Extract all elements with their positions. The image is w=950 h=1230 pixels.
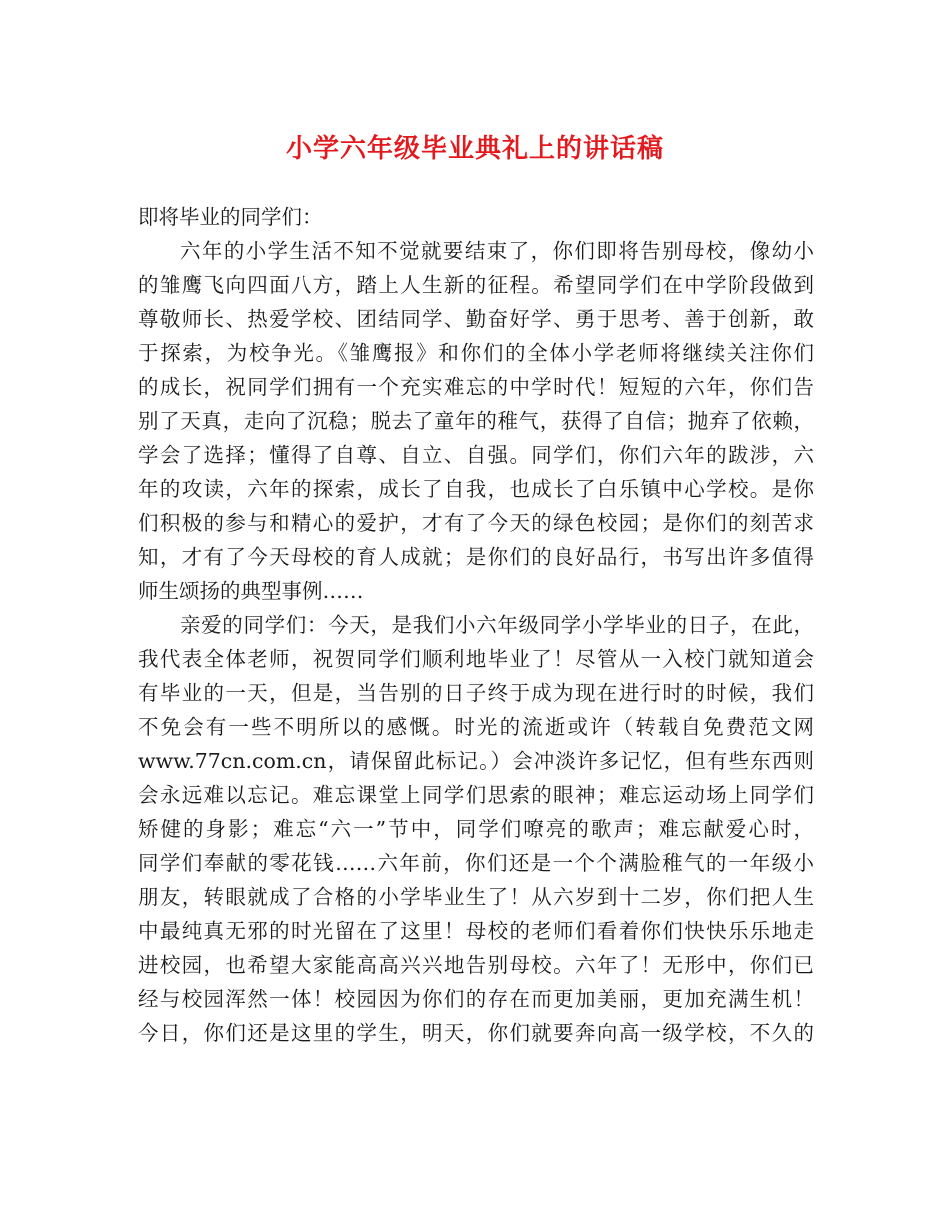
paragraph-line: 们积极的参与和精心的爱护，才有了今天的绿色校园；是你们的刻苦求 [138, 511, 814, 535]
paragraph-line: 学会了选择；懂得了自尊、自立、自强。同学们，你们六年的跋涉，六 [138, 443, 814, 467]
paragraph-line: 的雏鹰飞向四面八方，踏上人生新的征程。希望同学们在中学阶段做到 [138, 273, 814, 297]
paragraph-line: 尊敬师长、热爱学校、团结同学、勤奋好学、勇于思考、善于创新，敢 [138, 307, 814, 331]
paragraph-line: 中最纯真无邪的时光留在了这里！母校的老师们看着你们快快乐乐地走 [138, 919, 814, 943]
document-title: 小学六年级毕业典礼上的讲话稿 [285, 134, 664, 164]
paragraph-1 [138, 234, 814, 608]
paragraph-line: 别了天真，走向了沉稳；脱去了童年的稚气，获得了自信；抛弃了依赖， [138, 409, 814, 433]
paragraph-2 [138, 608, 814, 1050]
paragraph-line: www.77cn.com.cn，请保留此标记。）会冲淡许多记忆，但有些东西则 [138, 749, 814, 773]
paragraph-line: 今日，你们还是这里的学生，明天，你们就要奔向高一级学校，不久的 [138, 1021, 814, 1045]
paragraph-line: 朋友，转眼就成了合格的小学毕业生了！从六岁到十二岁，你们把人生 [138, 885, 814, 909]
paragraph-line: 的成长，祝同学们拥有一个充实难忘的中学时代！短短的六年，你们告 [138, 375, 814, 399]
salutation: 即将毕业的同学们： [138, 205, 323, 229]
paragraph-line: 亲爱的同学们：今天，是我们小六年级同学小学毕业的日子，在此， [180, 613, 814, 637]
document-body [138, 200, 814, 1050]
paragraph-line: 于探索，为校争光。《雏鹰报》和你们的全体小学老师将继续关注你们 [138, 341, 814, 365]
paragraph-line: 年的攻读，六年的探索，成长了自我，也成长了白乐镇中心学校。是你 [138, 477, 814, 501]
paragraph-line: 知，才有了今天母校的育人成就；是你们的良好品行，书写出许多值得 [138, 545, 814, 569]
paragraph-line: 会永远难以忘记。难忘课堂上同学们思索的眼神；难忘运动场上同学们 [138, 783, 814, 807]
paragraph-line: 同学们奉献的零花钱……六年前，你们还是一个个满脸稚气的一年级小 [138, 851, 814, 875]
paragraph-line: 矫健的身影；难忘“六一”节中，同学们嘹亮的歌声；难忘献爱心时， [138, 817, 814, 841]
paragraph-line: 六年的小学生活不知不觉就要结束了，你们即将告别母校，像幼小 [180, 239, 814, 263]
paragraph-line: 经与校园浑然一体！校园因为你们的存在而更加美丽，更加充满生机！ [138, 987, 814, 1011]
paragraph-line: 有毕业的一天，但是，当告别的日子终于成为现在进行时的时候，我们 [138, 681, 814, 705]
paragraph-line: 师生颂扬的典型事例…… [138, 579, 364, 603]
paragraph-line: 进校园，也希望大家能高高兴兴地告别母校。六年了！无形中，你们已 [138, 953, 814, 977]
paragraph-line: 不免会有一些不明所以的感慨。时光的流逝或许（转载自免费范文网 [138, 715, 814, 739]
paragraph-line: 我代表全体老师，祝贺同学们顺利地毕业了！尽管从一入校门就知道会 [138, 647, 814, 671]
